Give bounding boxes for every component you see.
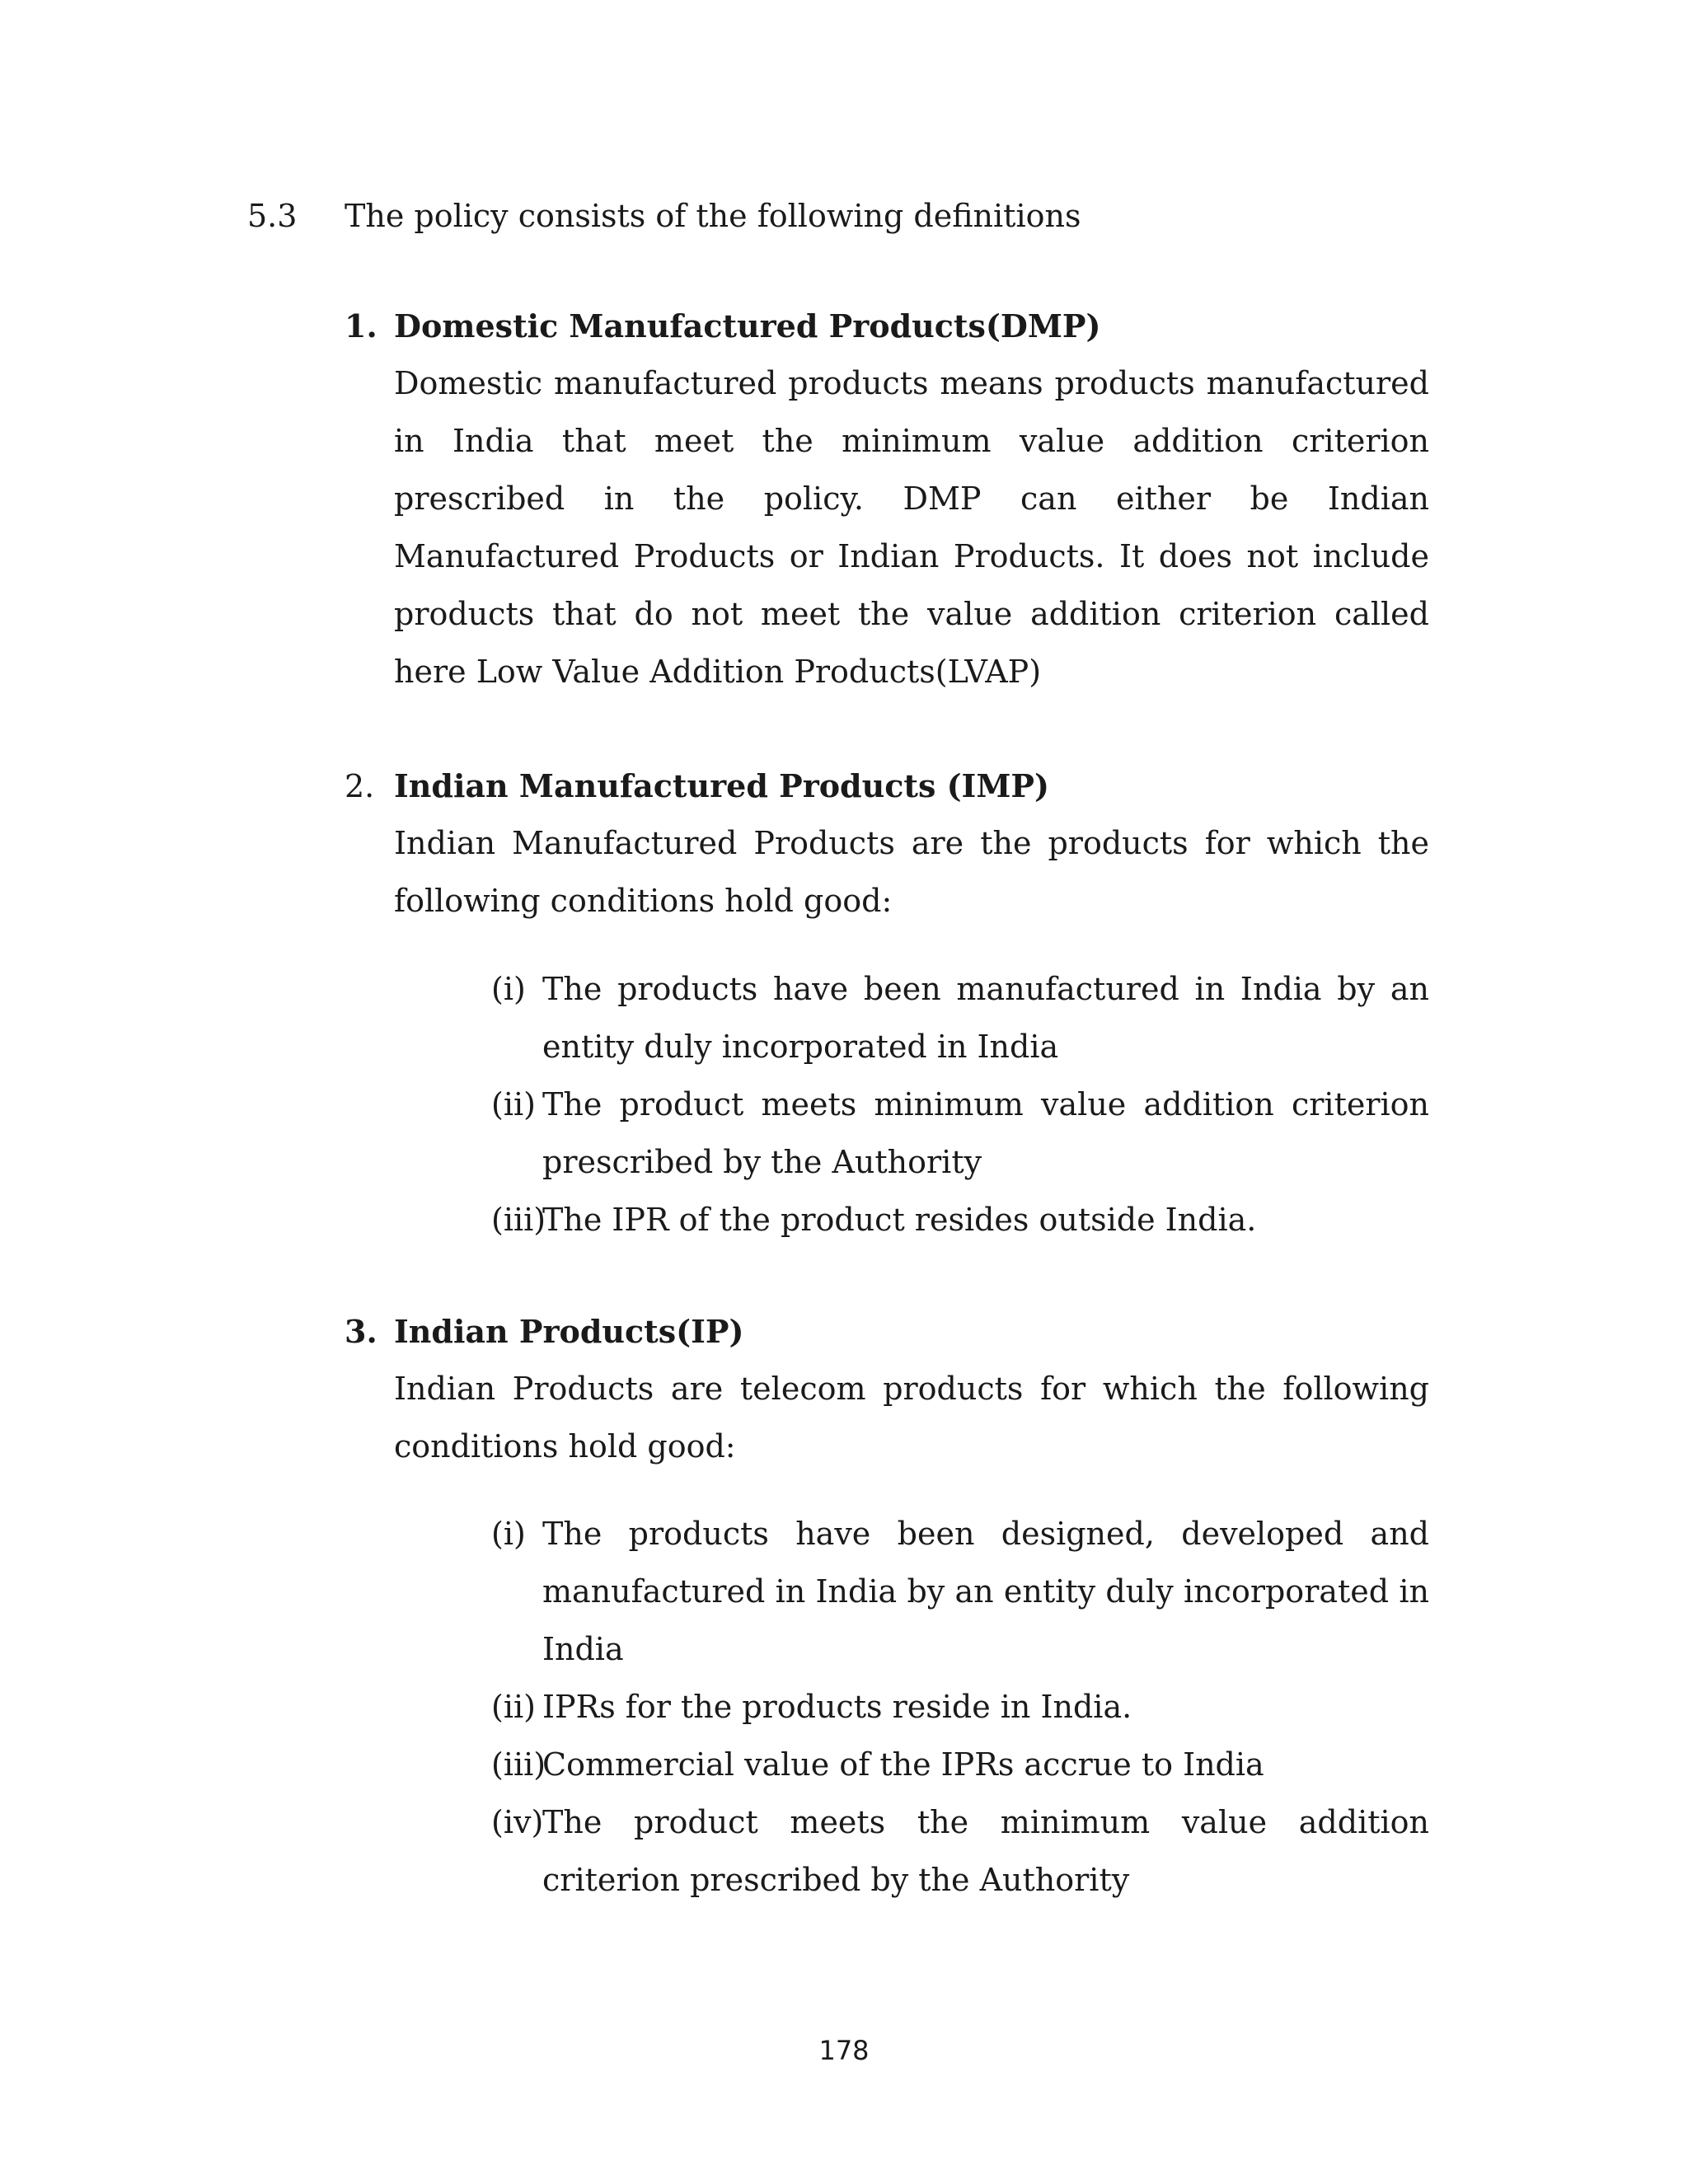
item-3-condition-4 (491, 1793, 1429, 1909)
item-2-condition-3 (491, 1191, 1429, 1249)
item-3-title: Indian Products(IP) (394, 1313, 744, 1350)
item-3-condition-1 (491, 1505, 1429, 1678)
condition-label: (i) (491, 971, 526, 1007)
item-2-title: Indian Manufactured Products (IMP) (394, 767, 1049, 804)
item-2-condition-1 (491, 960, 1429, 1076)
condition-text: The IPR of the product resides outside India. (542, 1202, 1257, 1238)
condition-text: The product meets the minimum value addition criterion prescribed by the Authority (542, 1804, 1429, 1898)
condition-text: The product meets minimum value addition criterion prescribed by the Authority (542, 1086, 1429, 1180)
condition-label: (ii) (491, 1689, 536, 1725)
condition-text: The products have been designed, developed and manufactured in India by an entity duly incorporated in India (542, 1516, 1429, 1667)
item-2-condition-2 (491, 1076, 1429, 1191)
condition-label: (ii) (491, 1086, 536, 1122)
condition-label: (iii) (491, 1746, 546, 1783)
item-3-condition-2 (491, 1678, 1429, 1736)
item-3-condition-3 (491, 1736, 1429, 1793)
item-3-number: 3. (345, 1313, 377, 1350)
item-3-paragraph: Indian Products are telecom products for which the following conditions hold good: (394, 1371, 1429, 1465)
section-number: 5.3 (247, 198, 298, 234)
item-1-title: Domestic Manufactured Products(DMP) (394, 307, 1101, 344)
item-1-paragraph: Domestic manufactured products means products manufactured in India that meet the minimum value addition criterion prescribed in the policy. DMP can either be Indian Manufactured Products or Indian Products. It does not include products that do not meet the value addition criterion called here Low Value Addition Products(LVAP) (394, 365, 1429, 690)
item-2-paragraph: Indian Manufactured Products are the products for which the following conditions hold good: (394, 825, 1429, 919)
condition-text: IPRs for the products reside in India. (542, 1689, 1132, 1725)
condition-label: (i) (491, 1516, 526, 1552)
page-number: 178 (818, 2035, 870, 2066)
condition-text: Commercial value of the IPRs accrue to India (542, 1746, 1264, 1783)
section-text: The policy consists of the following definitions (345, 198, 1081, 234)
condition-label: (iii) (491, 1202, 546, 1238)
item-1-number: 1. (345, 307, 377, 344)
condition-label: (iv) (491, 1804, 544, 1840)
condition-text: The products have been manufactured in India by an entity duly incorporated in India (542, 971, 1429, 1065)
item-2-number: 2. (345, 768, 375, 804)
